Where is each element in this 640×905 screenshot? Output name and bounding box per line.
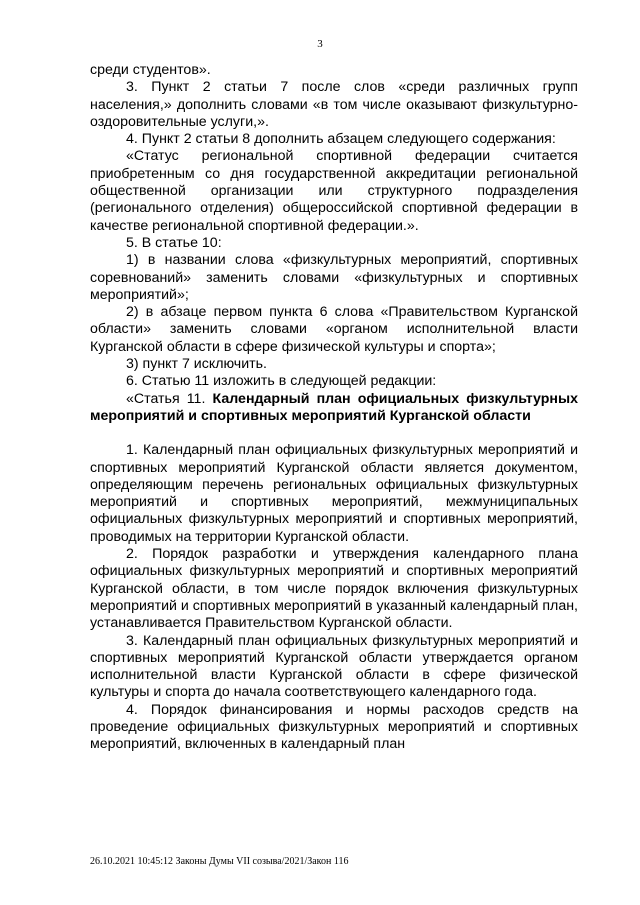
article-paragraph-3: 3. Календарный план официальных физкультурных мероприятий и спортивных мероприятий Курганской области утверждается органом исполнительной власти Курганской области в сфере физической культуры и спорта до начала соответствующего календарного года. <box>90 632 578 701</box>
paragraph-quote-status: «Статус региональной спортивной федерации считается приобретенным со дня государственной аккредитации региональной общественной организации или структурного подразделения (регионального отделения) общероссийской спортивной федерации в качестве региональной спортивной федерации.». <box>90 148 578 234</box>
paragraph-item-3: 3. Пункт 2 статьи 7 после слов «среди различных групп населения,» дополнить словами «в том числе оказывают физкультурно-оздоровительные услуги,». <box>90 79 578 130</box>
page-number: 3 <box>317 38 323 50</box>
article-paragraph-1: 1. Календарный план официальных физкультурных мероприятий и спортивных мероприятий Курганской области является документом, определяющим перечень региональных официальных физкультурных мероприятий и спортивных мероприятий, межмуниципальных официальных физкультурных мероприятий и спортивных мероприятий, проводимых на территории Курганской области. <box>90 442 578 545</box>
document-body <box>90 62 578 754</box>
paragraph-subitem-1: 1) в названии слова «физкультурных мероприятий, спортивных соревнований» заменить словами «физкультурных и спортивных мероприятий»; <box>90 252 578 303</box>
paragraph-item-6: 6. Статью 11 изложить в следующей редакции: <box>126 373 437 390</box>
article-heading <box>90 391 578 426</box>
article-paragraph-4: 4. Порядок финансирования и нормы расходов средств на проведение официальных физкультурных мероприятий и спортивных мероприятий, включенных в календарный план <box>90 701 578 753</box>
article-paragraph-2: 2. Порядок разработки и утверждения календарного плана официальных физкультурных мероприятий и спортивных мероприятий Курганской области, в том числе порядок включения физкультурных мероприятий и спортивных мероприятий в указанный календарный план, устанавливается Правительством Курганской области. <box>90 546 578 632</box>
article-label: «Статья 11. <box>126 390 206 407</box>
paragraph-item-4: 4. Пункт 2 статьи 8 дополнить абзацем следующего содержания: <box>126 131 556 148</box>
paragraph-subitem-3: 3) пункт 7 исключить. <box>126 356 267 373</box>
document-footer: 26.10.2021 10:45:12 Законы Думы VII созыва/2021/Закон 116 <box>90 856 349 867</box>
paragraph-subitem-2: 2) в абзаце первом пункта 6 слова «Правительством Курганской области» заменить словами «органом исполнительной власти Курганской области в сфере физической культуры и спорта»; <box>90 304 578 355</box>
blank-line <box>90 425 578 442</box>
paragraph-continuation: среди студентов». <box>90 62 211 78</box>
article-title: Календарный план официальных физкультурных мероприятий и спортивных мероприятий Курганской области <box>90 390 578 424</box>
paragraph-item-5: 5. В статье 10: <box>126 234 222 251</box>
